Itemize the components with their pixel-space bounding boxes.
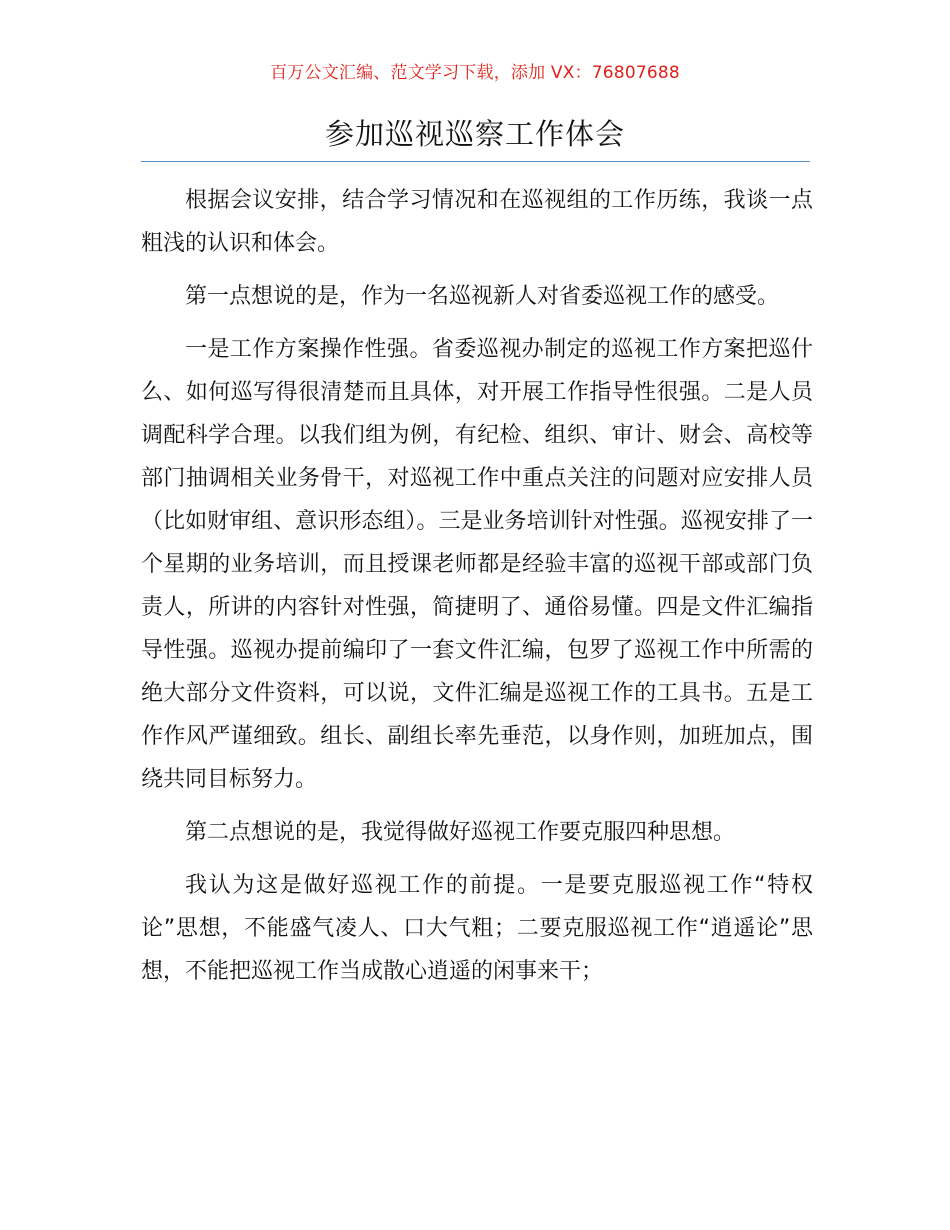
title-underline	[141, 161, 810, 162]
paragraph-4: 第二点想说的是，我觉得做好巡视工作要克服四种思想。	[185, 820, 736, 845]
header-banner: 百万公文汇编、范文学习下载，添加 VX：76807688	[270, 63, 680, 83]
document-title: 参加巡视巡察工作体会	[324, 117, 625, 151]
document-body	[141, 179, 813, 1003]
paragraph-1: 根据会议安排，结合学习情况和在巡视组的工作历练，我谈一点粗浅的认识和体会。	[141, 188, 813, 256]
paragraph-5: 我认为这是做好巡视工作的前提。一是要克服巡视工作“特权论”思想，不能盛气凌人、口大气粗；二要克服巡视工作“逍遥论”思想，不能把巡视工作当成散心逍遥的闲事来干；	[141, 873, 813, 984]
paragraph-2: 第一点想说的是，作为一名巡视新人对省委巡视工作的感受。	[185, 284, 780, 309]
paragraph-3: 一是工作方案操作性强。省委巡视办制定的巡视工作方案把巡什么、如何巡写得很清楚而且具体，对开展工作指导性很强。二是人员调配科学合理。以我们组为例，有纪检、组织、审计、财会、高校等部门抽调相关业务骨干，对巡视工作中重点关注的问题对应安排人员（比如财审组、意识形态组）。三是业务培训针对性强。巡视安排了一个星期的业务培训，而且授课老师都是经验丰富的巡视干部或部门负责人，所讲的内容针对性强，简捷明了、通俗易懂。四是文件汇编指导性强。巡视办提前编印了一套文件汇编，包罗了巡视工作中所需的绝大部分文件资料，可以说，文件汇编是巡视工作的工具书。五是工作作风严谨细致。组长、副组长率先垂范，以身作则，加班加点，围绕共同目标努力。	[141, 337, 813, 792]
